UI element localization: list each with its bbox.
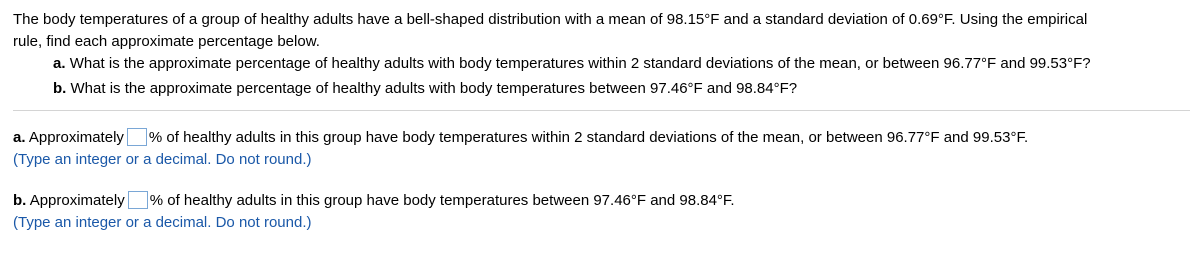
answer-b-label: b. xyxy=(13,192,27,209)
part-a-text: What is the approximate percentage of healthy adults with body temperatures within 2 standard deviations of the mean, or between 96.77°F and 99.53°F? xyxy=(69,55,1091,72)
answer-a-prefix: Approximately xyxy=(28,129,124,146)
question-intro-line-2: rule, find each approximate percentage below. xyxy=(13,33,320,50)
answer-b-hint: (Type an integer or a decimal. Do not round.) xyxy=(13,214,312,231)
answer-b-section xyxy=(13,190,1190,234)
answer-b-suffix: % of healthy adults in this group have body temperatures between 97.46°F and 98.84°F. xyxy=(149,192,735,209)
answer-a-section xyxy=(13,127,1190,171)
section-divider xyxy=(13,110,1190,111)
part-b-label: b. xyxy=(53,80,67,97)
part-a-label: a. xyxy=(53,55,66,72)
question-part-b xyxy=(13,78,1190,100)
answer-b-line xyxy=(13,190,1190,212)
answer-a-line xyxy=(13,127,1190,149)
question-part-a xyxy=(13,53,1190,75)
question-text xyxy=(13,9,1190,100)
answer-b-prefix: Approximately xyxy=(29,192,125,209)
part-b-text: What is the approximate percentage of healthy adults with body temperatures between 97.46°F and 98.84°F? xyxy=(70,80,798,97)
answer-a-hint: (Type an integer or a decimal. Do not round.) xyxy=(13,151,312,168)
answer-a-label: a. xyxy=(13,129,26,146)
answer-b-input[interactable] xyxy=(128,191,148,209)
answer-a-input[interactable] xyxy=(127,128,147,146)
answer-a-suffix: % of healthy adults in this group have body temperatures within 2 standard deviations of the mean, or between 96.77°F and 99.53°F. xyxy=(148,129,1029,146)
question-intro-line-1: The body temperatures of a group of healthy adults have a bell-shaped distribution with a mean of 98.15°F and a standard deviation of 0.69°F. Using the empirical xyxy=(13,11,1088,28)
